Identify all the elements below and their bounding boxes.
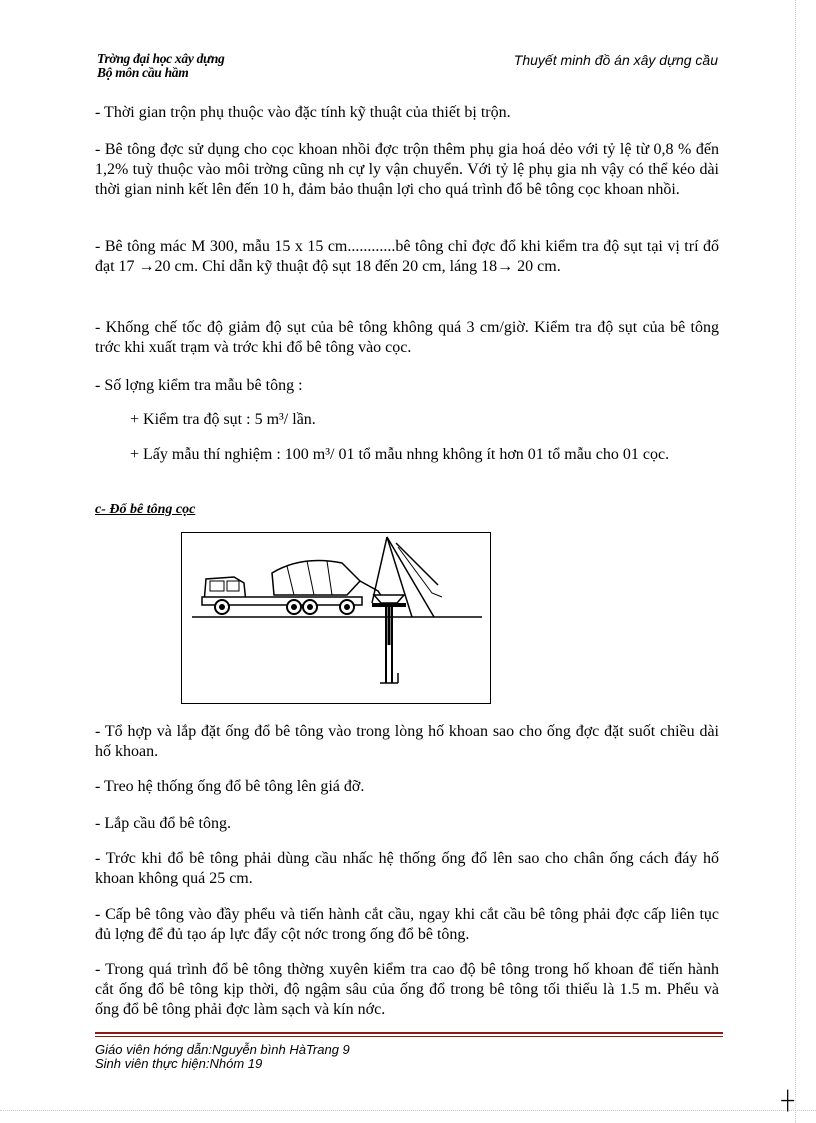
document-title: Thuyết minh đồ án xây dựng cầu — [513, 52, 718, 68]
page-border-right — [795, 0, 796, 1123]
paragraph-slump-test: + Kiểm tra độ sụt : 5 m³/ lần. — [130, 411, 316, 428]
paragraph-monitor-level: - Trong quá trình đổ bê tông thờng xuyên kiểm tra cao độ bê tông trong hố khoan để tiến hành cắt ống đổ bê tông kịp thời, độ ngậm sâu của ống đổ trong bê tông tối thiểu là 1.5 m. Phểu và ống đổ bê tông phải đợc làm sạch và kín nớc. — [95, 961, 719, 1018]
concrete-pouring-figure — [181, 532, 491, 704]
paragraph-fill-hopper: - Cấp bê tông vào đầy phểu và tiến hành cắt cầu, ngay khi cắt cầu bê tông phải đợc cấp liên tục đủ lợng để đủ tạo áp lực đẩy cột nớc trong ống đổ bê tông. — [95, 906, 719, 943]
paragraph-sampling: + Lấy mẫu thí nghiệm : 100 m³/ 01 tổ mẫu nhng không ít hơn 01 tổ mẫu cho 01 cọc. — [130, 446, 670, 463]
footer-rule-thin — [95, 1036, 723, 1037]
paragraph-hang-pipe: - Treo hệ thống ống đổ bê tông lên giá đỡ. — [95, 778, 365, 795]
paragraph-install-plug: - Lắp cầu đổ bê tông. — [95, 815, 231, 832]
page-border-bottom — [0, 1110, 816, 1111]
mixer-truck-illustration — [182, 533, 489, 702]
page-corner-mark: ┼ — [781, 1090, 794, 1110]
footer-instructor: Giáo viên hớng dẫn:Nguyễn bình HàTrang 9 — [95, 1042, 350, 1057]
paragraph-slump-control: - Khống chế tốc độ giảm độ sụt của bê tông không quá 3 cm/giờ. Kiểm tra độ sụt của bê tông trớc khi xuất trạm và trớc khi đổ bê tông vào cọc. — [95, 319, 719, 356]
footer-students: Sinh viên thực hiện:Nhóm 19 — [95, 1056, 263, 1071]
paragraph-lift-pipe: - Trớc khi đổ bê tông phải dùng cầu nhấc hệ thống ống đổ lên sao cho chân ống cách đáy hố khoan không quá 25 cm. — [95, 850, 719, 887]
footer-rule — [95, 1032, 723, 1034]
department-name: Bộ môn cầu hầm — [97, 65, 189, 80]
header-left — [97, 52, 225, 80]
paragraph-additive: - Bê tông đợc sử dụng cho cọc khoan nhồi đợc trộn thêm phụ gia hoá dẻo với tỷ lệ từ 0,8 % đến 1,2% tuỳ thuộc vào môi trờng cũng nh cự ly vận chuyển. Với tỷ lệ phụ gia nh vậy có thể kéo dài thời gian ninh kết lên đến 10 h, đảm bảo thuận lợi cho quá trình đổ bê tông cọc khoan nhồi. — [95, 141, 719, 198]
footer — [95, 1043, 350, 1071]
school-name: Trờng đại học xây dựng — [97, 51, 225, 66]
paragraph-sample-count: - Số lợng kiểm tra mẫu bê tông : — [95, 377, 303, 394]
section-heading: c- Đổ bê tông cọc — [95, 502, 196, 517]
paragraph-assemble-pipe: - Tổ hợp và lắp đặt ống đổ bê tông vào trong lòng hố khoan sao cho ống đợc đặt suốt chiều dài hố khoan. — [95, 723, 719, 760]
paragraph-concrete-grade: - Bê tông mác M 300, mẫu 15 x 15 cm............bê tông chỉ đợc đổ khi kiểm tra độ sụt tại vị trí đổ đạt 17 →20 cm. Chỉ dẫn kỹ thuật độ sụt 18 đến 20 cm, láng 18→ 20 cm. — [95, 238, 719, 275]
paragraph-mixing-time: - Thời gian trộn phụ thuộc vào đặc tính kỹ thuật của thiết bị trộn. — [95, 104, 511, 121]
